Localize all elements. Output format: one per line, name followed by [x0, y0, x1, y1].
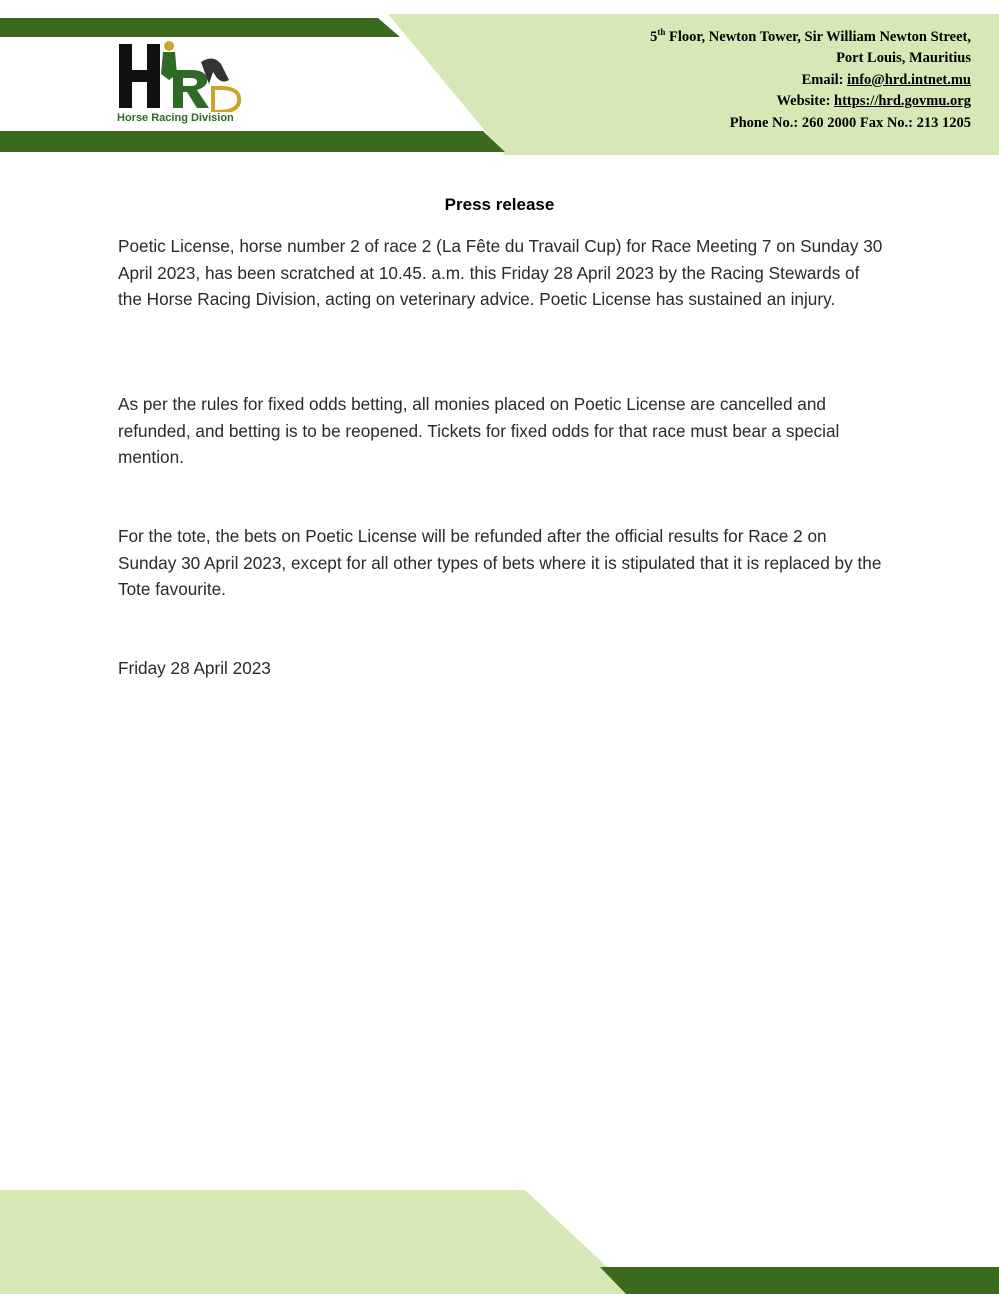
address-line-1-text: Floor, Newton Tower, Sir William Newton Street,: [665, 28, 971, 45]
document-title: Press release: [444, 195, 555, 214]
header-dark-green-stripe-bottom: [0, 131, 505, 152]
address-floor-number: 5: [650, 28, 658, 45]
website-link[interactable]: https://hrd.govmu.org: [834, 93, 971, 110]
document-date: Friday 28 April 2023: [118, 658, 271, 678]
address-line-2: Port Louis, Mauritius: [836, 50, 971, 67]
contact-block: [650, 22, 971, 134]
email-link[interactable]: info@hrd.intnet.mu: [847, 71, 971, 88]
horse-logo-icon: [117, 40, 247, 112]
website-line: [650, 91, 971, 113]
email-line: [650, 70, 971, 92]
header-dark-green-stripe-top: [0, 18, 400, 37]
paragraph-tote: For the tote, the bets on Poetic License will be refunded after the official results for Race 2 on Sunday 30 April 2023, except for all other types of bets where it is stipulated that it is replaced by the Tote favourite.: [118, 526, 882, 599]
hrd-logo: [117, 40, 247, 130]
footer-dark-green-stripe: [600, 1267, 999, 1294]
phone-fax-line: Phone No.: 260 2000 Fax No.: 213 1205: [729, 114, 971, 131]
paragraph-scratching-notice: Poetic License, horse number 2 of race 2 (La Fête du Travail Cup) for Race Meeting 7 on Sunday 30 April 2023, has been scratched at 10.45. a.m. this Friday 28 April 2023 by the Racing Stewards of the Horse Racing Division, acting on veterinary advice. Poetic License has sustained an injury.: [118, 236, 883, 309]
footer-light-green-band: [0, 1190, 636, 1294]
address-line-1: [650, 22, 971, 48]
address-floor-suffix: th: [657, 27, 666, 37]
paragraph-fixed-odds: As per the rules for fixed odds betting, all monies placed on Poetic License are cancelled and refunded, and betting is to be reopened. Tickets for fixed odds for that race must bear a special mention.: [118, 394, 840, 467]
website-label: Website:: [776, 93, 835, 110]
email-label: Email:: [801, 71, 848, 88]
logo-caption: Horse Racing Division: [117, 112, 234, 124]
